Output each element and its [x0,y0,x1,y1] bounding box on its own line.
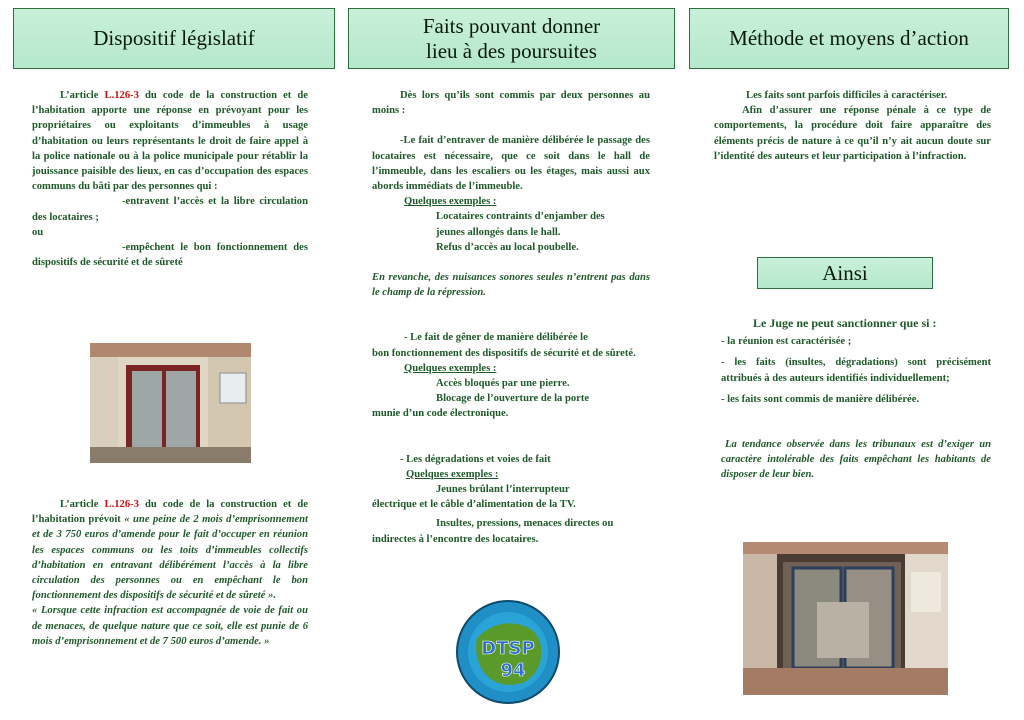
tendance-paragraph: La tendance observée dans les tribunaux est d’exiger un caractère intolérable des faits empêchant les habitants de disposer de leur bien. [721,439,991,481]
middle-item-2b: bon fonctionnement des dispositifs de sécurité et de sûreté. [372,347,636,359]
right-paragraph-2: Afin d’assurer une réponse pénale à ce type de comportements, la procédure doit faire apparaître des éléments précis de nature à ce qu’il n’y ait aucun doute sur l’identité des auteurs et leur participation à l’infraction. [714,105,991,162]
examples-label-3 [372,467,650,482]
entrance-photo-right-svg [743,542,948,695]
dtsp-logo-svg [455,598,561,706]
ex1-c: Refus d’accès au local poubelle. [436,241,579,253]
entrance-photo-left [90,343,251,463]
logo-text: DTSP [481,638,535,659]
juge-bullet-2: - les faits (insultes, dégradations) sont précisément attribués à des auteurs identifiés individuellement; [721,357,991,384]
header-middle-line2: lieu à des poursuites [426,38,597,63]
ex3-b: électrique et le câble d’alimentation de la TV. [372,499,576,511]
text: du code de la construction et de l’habitation apporte une réponse en prévoyant pour les propriétaires ou exploitants d’immeubles à usage d’habitation ou leurs représentants le droit de faire appel à la police nationale ou à la police municipale pour rétablir la jouissance paisible des lieux, en cas d’occupation des espaces communs du bâti par des personnes qui : [32,90,308,193]
text: L’article [60,90,105,101]
ex3-a: Jeunes brûlant l’interrupteur [436,484,570,496]
left-paragraph-5 [32,497,308,603]
header-dispositif [13,8,335,69]
juge-bullet-1: - la réunion est caractérisée ; [721,336,852,348]
middle-note: En revanche, des nuisances sonores seules n’entrent pas dans le champ de la répression. [372,272,650,299]
header-methode [689,8,1009,69]
article-ref: L.126-3 [104,499,139,510]
header-right-title: Méthode et moyens d’action [729,26,969,51]
header-middle-line1: Faits pouvant donner [422,14,601,39]
label: Quelques exemples : [404,196,497,208]
ex2-b: Blocage de l’ouverture de la porte [436,393,590,405]
examples-label-1 [372,194,650,209]
ex2-a: Accès bloqués par une pierre. [436,378,570,390]
left-column-bottom [32,497,308,649]
article-ref: L.126-3 [104,90,139,101]
left-or: ou [32,226,44,238]
ainsi-title: Ainsi [822,260,868,285]
examples-label-2 [372,361,650,376]
text: du code de la construction et de l’habitation prévoit [32,499,308,526]
header-ainsi [757,257,933,289]
logo-number: 94 [500,660,526,681]
left-column-top [32,88,308,270]
right-column-top [714,88,991,164]
left-paragraph-6: « Lorsque cette infraction est accompagnée de voie de fait ou de menaces, de quelque nature que ce soit, elle est punie de 6 mois d’emprisonnement et de 7 500 euros d’amende. » [32,605,308,647]
ex1-a: Locataires contraints d’enjamber des [436,211,605,223]
text-quote: « une peine de 2 mois d’emprisonnement et de 3 750 euros d’amende pour le fait d’occuper en réunion les espaces communs ou les toits d’immeubles collectifs d’habitation en entravant délibérément l’accès à la libre circulation des personnes ou en empêchant le bon fonctionnement des dispositifs de sécurité et de sûreté ». [32,514,308,602]
middle-column [372,88,650,547]
left-paragraph-2: -entravent l’accès et la libre circulation des locataires ; [32,196,308,223]
juge-bullet-3: - les faits sont commis de manière délibérée. [721,393,920,405]
header-left-title: Dispositif législatif [93,26,255,51]
middle-item-2a: - Le fait de gêner de manière délibérée le [404,332,588,344]
middle-intro: Dès lors qu’ils sont commis par deux personnes au moins : [372,90,650,117]
right-paragraph-1: Les faits sont parfois difficiles à caractériser. [746,90,948,101]
ex1-b: jeunes allongés dans le hall. [436,226,561,238]
middle-item-3: - Les dégradations et voies de fait [400,453,551,465]
right-column-middle [721,316,991,483]
entrance-photo-right [743,542,948,695]
entrance-photo-svg [90,343,251,463]
label: Quelques exemples : [406,468,499,480]
left-paragraph-4: -empêchent le bon fonctionnement des dispositifs de sécurité et de sûreté [32,242,308,269]
ex2-c: munie d’un code électronique. [372,408,509,420]
ex3-c: Insultes, pressions, menaces directes ou indirectes à l’encontre des locataires. [372,518,614,545]
middle-item-1: -Le fait d’entraver de manière délibérée le passage des locataires est nécessaire, que ce soit dans le hall de l’immeuble, dans les escaliers ou les étages, mais aussi aux abords immédiats de l’immeuble. [372,135,650,193]
text: L’article [60,499,105,510]
juge-heading: Le Juge ne peut sanctionner que si : [753,316,937,330]
left-paragraph-1 [32,88,308,194]
dtsp-logo [455,598,561,706]
header-faits [348,8,675,69]
label: Quelques exemples : [404,362,497,374]
